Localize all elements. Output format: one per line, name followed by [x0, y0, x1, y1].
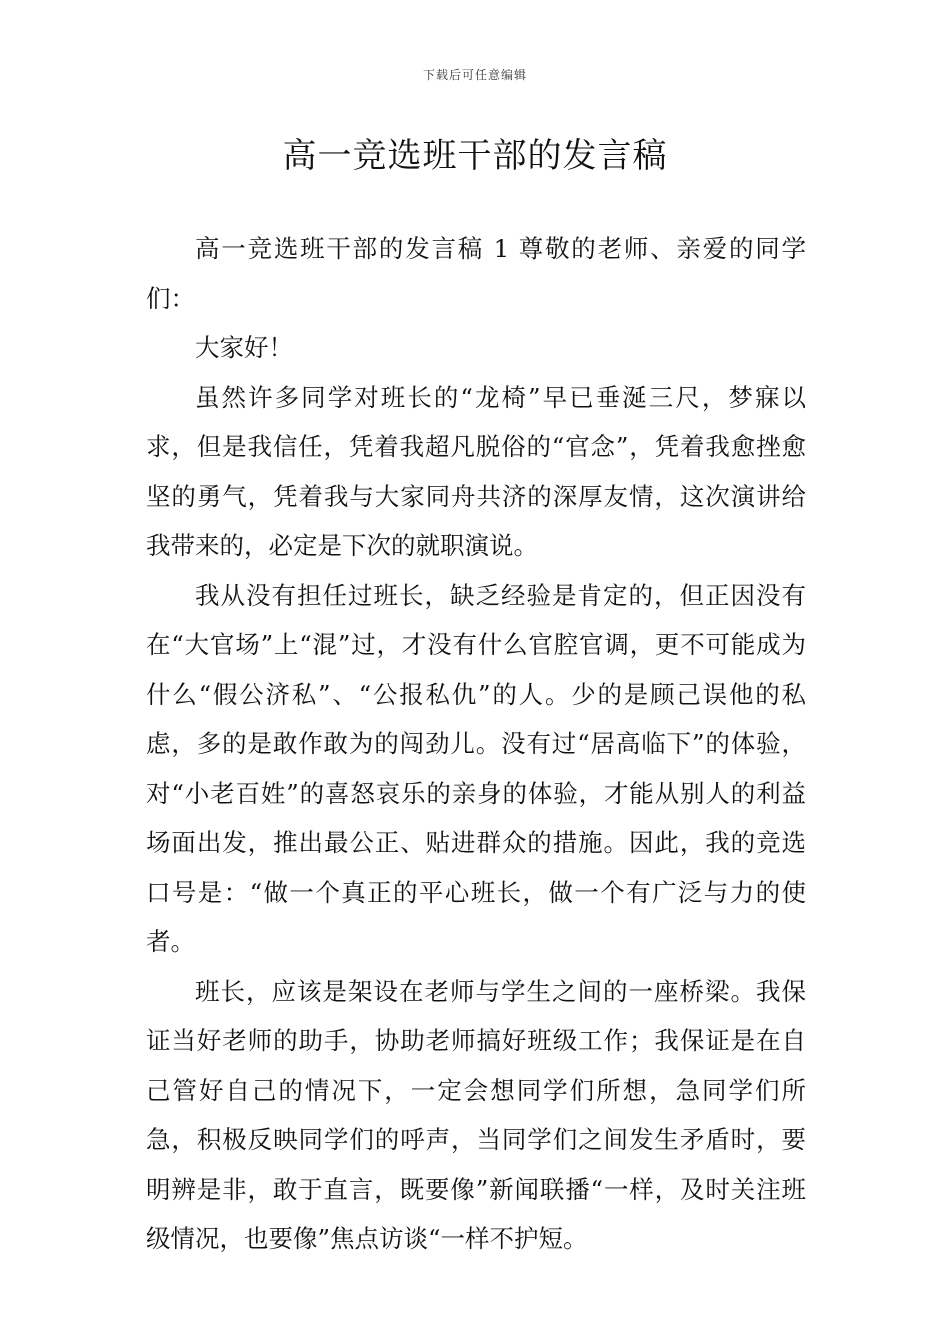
- paragraph-5: 班长，应该是架设在老师与学生之间的一座桥梁。我保证当好老师的助手，协助老师搞好班级工作；我保证是在自己管好自己的情况下，一定会想同学们所想，急同学们所急，积极反映同学们的呼声，当同学们之间发生矛盾时，要明辨是非，敢于直言，既要像”新闻联播“一样，及时关注班级情况，也要像”焦点访谈“一样不护短。: [146, 976, 806, 1253]
- paragraph-3: 虽然许多同学对班长的“龙椅”早已垂涎三尺，梦寐以求，但是我信任，凭着我超凡脱俗的“官念”，凭着我愈挫愈坚的勇气，凭着我与大家同舟共济的深厚友情，这次演讲给我带来的，必定是下次的就职演说。: [146, 382, 806, 560]
- paragraph-1: 高一竞选班干部的发言稿 1 尊敬的老师、亲爱的同学们：: [146, 234, 806, 313]
- paragraph-4: 我从没有担任过班长，缺乏经验是肯定的，但正因没有在“大官场”上“混”过，才没有什么官腔官调，更不可能成为什么“假公济私”、“公报私仇”的人。少的是顾己误他的私虑，多的是敢作敢为的闯劲儿。没有过“居高临下”的体验，对“小老百姓”的喜怒哀乐的亲身的体验，才能从别人的利益场面出发，推出最公正、贴进群众的措施。因此，我的竞选口号是：“做一个真正的平心班长，做一个有广泛与力的使者。: [146, 580, 806, 956]
- paragraph-2: 大家好！: [195, 333, 293, 362]
- header-note: 下载后可任意编辑: [422, 68, 527, 82]
- document-title: 高一竞选班干部的发言稿: [282, 136, 668, 176]
- document-body: [146, 224, 806, 1264]
